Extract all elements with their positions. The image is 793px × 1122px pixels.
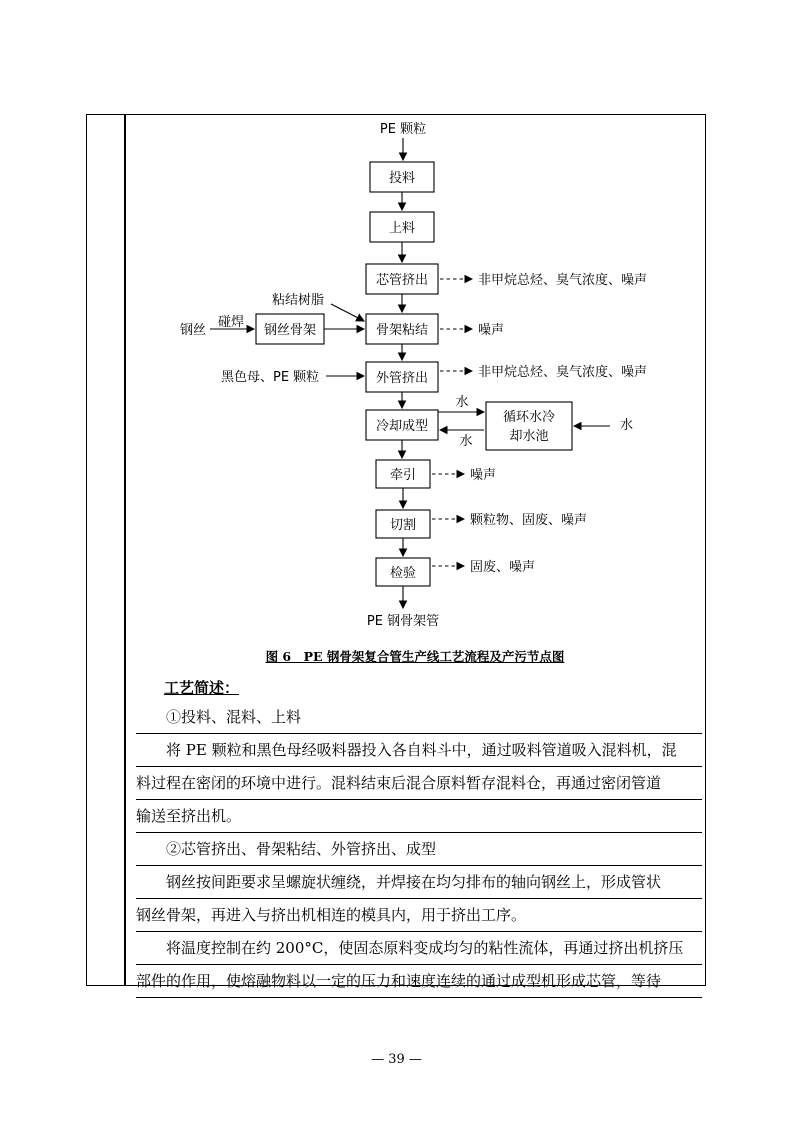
emission-outer: 非甲烷总烃、臭气浓度、噪声 — [478, 365, 648, 380]
input-color-masterbatch: 黑色母、PE 颗粒 — [221, 370, 320, 385]
paragraph-line: 钢丝骨架，再进入与挤出机相连的模具内，用于挤出工序。 — [136, 899, 702, 932]
output-pe-steel-pipe: PE 钢骨架管 — [366, 614, 440, 629]
label-weld: 碰焊 — [218, 315, 245, 330]
paragraph-line: 部件的作用，使熔融物料以一定的压力和速度连续的通过成型机形成芯管，等待 — [136, 965, 702, 998]
step-label-skeleton-bonding: 骨架粘结 — [375, 323, 429, 338]
paragraph-line: 将温度控制在约 200°C，使固态原料变成均匀的粘性流体，再通过挤出机挤压 — [136, 932, 702, 965]
step-label-loading: 上料 — [388, 221, 416, 236]
emission-bond: 噪声 — [478, 323, 505, 338]
input-resin: 粘结树脂 — [271, 293, 325, 308]
step-label-cutting: 切割 — [389, 518, 417, 533]
step-label-inspection: 检验 — [389, 566, 417, 581]
emission-cut: 颗粒物、固废、噪声 — [470, 513, 588, 528]
paragraph-line: 输送至挤出机。 — [136, 800, 702, 833]
subheading-feeding: ①投料、混料、上料 — [136, 701, 702, 734]
emission-core: 非甲烷总烃、臭气浓度、噪声 — [478, 273, 648, 288]
page-number: — 39 — — [371, 1052, 422, 1067]
label-water-to-pool: 水 — [455, 395, 469, 410]
step-label-traction: 牵引 — [389, 468, 417, 483]
step-label-core-extrusion: 芯管挤出 — [375, 273, 429, 288]
figure-caption: 图 6 PE 钢骨架复合管生产线工艺流程及产污节点图 — [265, 649, 565, 664]
paragraph-line: 将 PE 颗粒和黑色母经吸料器投入各自料斗中，通过吸料管道吸入混料机，混 — [136, 734, 702, 767]
emission-traction: 噪声 — [470, 468, 497, 483]
emission-inspect: 固废、噪声 — [470, 560, 536, 575]
input-water: 水 — [620, 418, 634, 433]
label-pool-line1: 循环水冷 — [502, 410, 556, 425]
input-steel-wire: 钢丝 — [180, 323, 207, 338]
paragraph-line: 料过程在密闭的环境中进行。混料结束后混合原料暂存混料仓，再通过密闭管道 — [136, 767, 702, 800]
subheading-extrusion: ②芯管挤出、骨架粘结、外管挤出、成型 — [136, 833, 702, 866]
step-label-cooling-forming: 冷却成型 — [375, 419, 429, 434]
step-label-feeding: 投料 — [388, 171, 416, 186]
process-flowchart — [126, 116, 704, 641]
process-description — [136, 701, 702, 998]
label-pool-line2: 却水池 — [509, 429, 549, 444]
paragraph-line: 钢丝按间距要求呈螺旋状缠绕，并焊接在均匀排布的轴向钢丝上，形成管状 — [136, 866, 702, 899]
step-label-outer-extrusion: 外管挤出 — [375, 371, 429, 386]
label-steel-skeleton: 钢丝骨架 — [263, 323, 317, 338]
section-heading: 工艺简述： — [164, 679, 240, 697]
label-water-back: 水 — [459, 434, 473, 449]
input-pe-pellets: PE 颗粒 — [379, 122, 427, 137]
